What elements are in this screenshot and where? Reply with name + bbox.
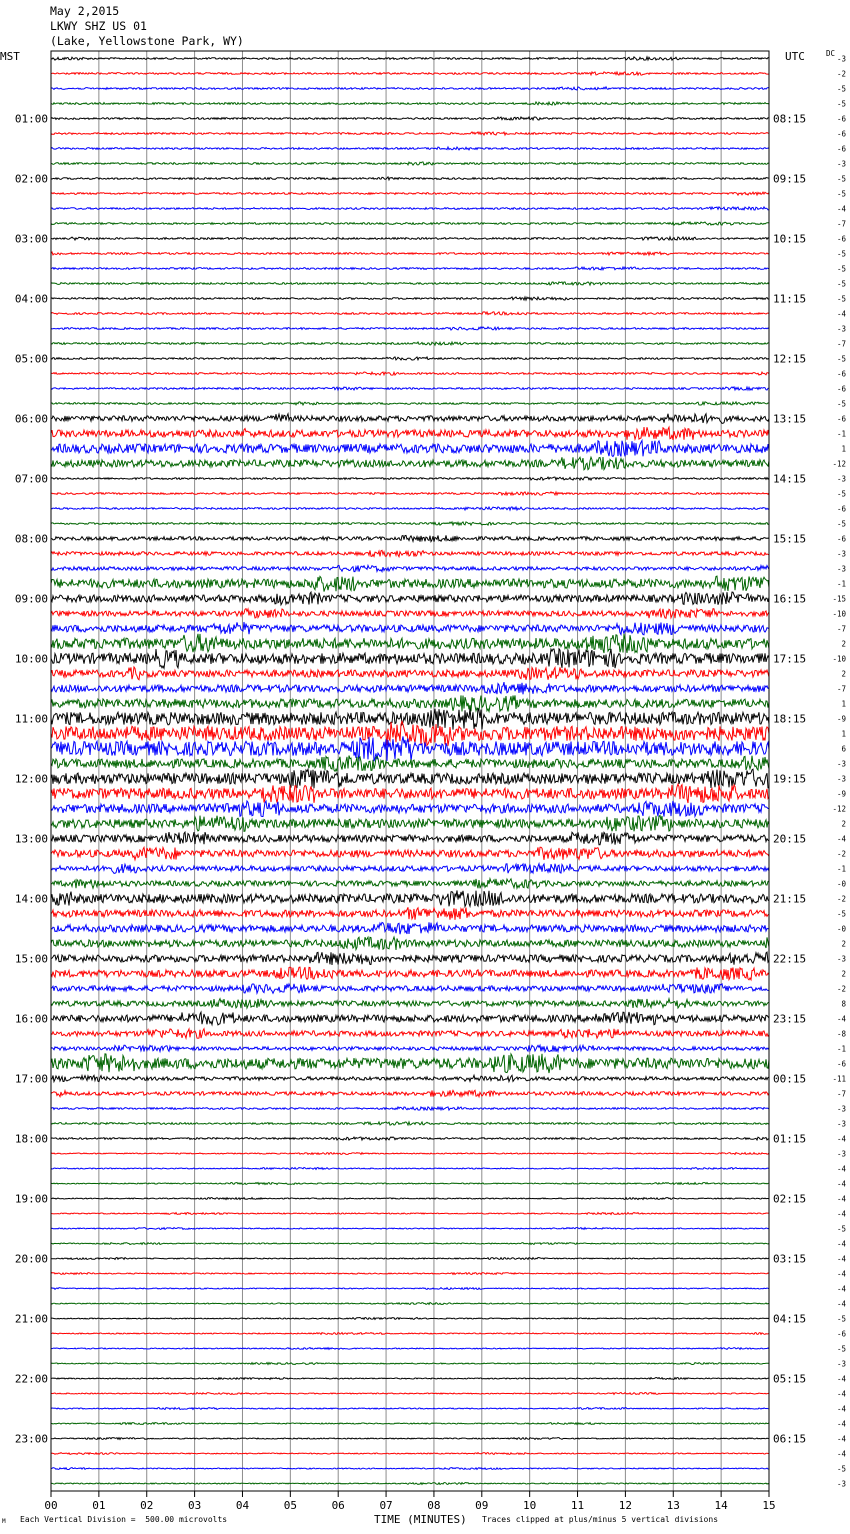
- seismic-trace: [51, 477, 769, 480]
- utc-hour-label: 11:15: [773, 292, 807, 306]
- dc-offset-label: 1: [841, 444, 846, 454]
- location-label: (Lake, Yellowstone Park, WY): [50, 34, 244, 48]
- mst-hour-label: 18:00: [14, 1132, 48, 1146]
- mst-hour-label: 21:00: [14, 1312, 48, 1326]
- seismic-trace: [51, 1408, 769, 1410]
- dc-offset-label: 2: [841, 819, 846, 829]
- seismic-trace: [51, 1183, 769, 1185]
- utc-hour-label: 16:15: [773, 592, 807, 606]
- seismic-trace: [51, 565, 769, 571]
- mst-hour-label: 19:00: [14, 1192, 48, 1206]
- dc-offset-label: -6: [836, 534, 846, 544]
- dc-offset-label: -3: [836, 774, 846, 784]
- dc-offset-label: -10: [832, 609, 846, 619]
- mst-hour-label: 09:00: [14, 592, 48, 606]
- dc-offset-label: -7: [836, 684, 846, 694]
- seismic-trace: [51, 708, 769, 730]
- utc-hour-label: 00:15: [773, 1072, 807, 1086]
- dc-header-label: DC: [826, 49, 836, 58]
- mst-hour-label: 08:00: [14, 532, 48, 546]
- seismic-trace: [51, 847, 769, 860]
- dc-offset-label: -3: [836, 1104, 846, 1114]
- seismic-trace: [51, 1029, 769, 1039]
- dc-offset-label: -6: [836, 129, 846, 139]
- seismic-trace: [51, 864, 769, 874]
- utc-hour-label: 23:15: [773, 1012, 807, 1026]
- x-tick-label: 01: [92, 1499, 106, 1512]
- seismic-trace: [51, 667, 769, 680]
- seismic-trace: [51, 57, 769, 60]
- dc-offset-label: -8: [836, 1029, 846, 1039]
- x-tick-label: 03: [187, 1499, 202, 1512]
- seismic-trace: [51, 87, 769, 90]
- x-axis-title: TIME (MINUTES): [374, 1513, 467, 1526]
- dc-offset-label: -5: [836, 1224, 846, 1234]
- dc-offset-label: -5: [836, 174, 846, 184]
- x-tick-label: 04: [235, 1499, 250, 1512]
- seismic-trace: [51, 252, 769, 255]
- seismic-trace: [51, 1243, 769, 1245]
- date-label: May 2,2015: [50, 4, 120, 18]
- dc-offset-label: -5: [836, 399, 846, 409]
- dc-offset-label: -9: [836, 714, 846, 724]
- seismic-trace: [51, 1168, 769, 1170]
- dc-offset-label: -4: [836, 204, 846, 214]
- dc-offset-label: -5: [836, 264, 846, 274]
- x-tick-label: 07: [379, 1499, 393, 1512]
- seismic-trace: [51, 1318, 769, 1320]
- x-tick-label: 05: [283, 1499, 297, 1512]
- utc-hour-label: 09:15: [773, 172, 807, 186]
- seismic-trace: [51, 952, 769, 965]
- seismic-trace: [51, 576, 769, 592]
- x-tick-label: 02: [140, 1499, 154, 1512]
- seismic-trace: [51, 1198, 769, 1200]
- mst-hour-label: 22:00: [14, 1372, 48, 1386]
- dc-offset-label: -5: [836, 84, 846, 94]
- dc-offset-label: -7: [836, 219, 846, 229]
- seismic-trace: [51, 1273, 769, 1275]
- seismic-trace: [51, 147, 769, 150]
- utc-hour-label: 20:15: [773, 832, 807, 846]
- dc-offset-label: -12: [832, 804, 846, 814]
- mst-hour-label: 17:00: [14, 1072, 48, 1086]
- dc-offset-label: -3: [836, 1149, 846, 1159]
- seismic-trace: [51, 649, 769, 668]
- x-tick-label: 00: [44, 1499, 58, 1512]
- utc-hour-label: 15:15: [773, 532, 807, 546]
- seismic-trace: [51, 102, 769, 105]
- dc-offset-label: -6: [836, 144, 846, 154]
- dc-offset-label: -12: [832, 459, 846, 469]
- seismic-trace: [51, 1045, 769, 1051]
- dc-offset-label: -4: [836, 1284, 846, 1294]
- utc-hour-label: 06:15: [773, 1432, 807, 1446]
- dc-offset-label: -4: [836, 1449, 846, 1459]
- seismic-trace: [51, 907, 769, 920]
- dc-offset-label: -4: [836, 1239, 846, 1249]
- dc-offset-label: -3: [836, 564, 846, 574]
- plot-frame: [51, 51, 769, 1491]
- mst-hour-label: 16:00: [14, 1012, 48, 1026]
- seismic-trace: [51, 890, 769, 906]
- seismic-trace: [51, 342, 769, 345]
- dc-offset-label: -4: [836, 1419, 846, 1429]
- seismic-trace: [51, 801, 769, 817]
- seismic-trace: [51, 609, 769, 619]
- x-tick-label: 11: [570, 1499, 585, 1512]
- utc-hour-label: 18:15: [773, 712, 807, 726]
- seismic-trace: [51, 1468, 769, 1470]
- dc-offset-label: -5: [836, 1344, 846, 1354]
- dc-offset-label: -5: [836, 1314, 846, 1324]
- utc-hour-label: 13:15: [773, 412, 807, 426]
- seismic-trace: [51, 507, 769, 510]
- dc-offset-label: -4: [836, 1014, 846, 1024]
- seismic-trace: [51, 535, 769, 541]
- seismic-trace: [51, 1107, 769, 1110]
- dc-offset-label: -6: [836, 114, 846, 124]
- dc-offset-label: -4: [836, 309, 846, 319]
- dc-offset-label: 2: [841, 669, 846, 679]
- seismic-trace: [51, 427, 769, 440]
- seismic-trace: [51, 117, 769, 120]
- dc-offset-label: -7: [836, 624, 846, 634]
- seismic-trace: [51, 1378, 769, 1380]
- seismic-trace: [51, 372, 769, 375]
- dc-offset-label: -6: [836, 1059, 846, 1069]
- dc-offset-label: -5: [836, 279, 846, 289]
- dc-offset-label: -2: [836, 984, 846, 994]
- dc-offset-label: -4: [836, 1164, 846, 1174]
- dc-offset-label: -2: [836, 894, 846, 904]
- mst-hour-label: 13:00: [14, 832, 48, 846]
- dc-offset-label: -5: [836, 489, 846, 499]
- dc-offset-label: 1: [841, 729, 846, 739]
- seismic-trace: [51, 550, 769, 556]
- mst-hour-label: 11:00: [14, 712, 48, 726]
- seismic-trace: [51, 492, 769, 495]
- dc-offset-label: -5: [836, 1464, 846, 1474]
- dc-offset-label: -4: [836, 1269, 846, 1279]
- seismic-trace: [51, 192, 769, 195]
- seismic-trace: [51, 1075, 769, 1081]
- dc-offset-label: -11: [832, 1074, 846, 1084]
- seismic-trace: [51, 937, 769, 950]
- dc-offset-label: -3: [836, 1479, 846, 1489]
- mst-hour-label: 14:00: [14, 892, 48, 906]
- seismic-trace: [51, 1363, 769, 1365]
- seismic-trace: [51, 312, 769, 315]
- dc-offset-label: -4: [836, 1434, 846, 1444]
- seismic-trace: [51, 222, 769, 225]
- dc-offset-label: -5: [836, 909, 846, 919]
- seismic-trace: [51, 1348, 769, 1350]
- seismic-trace: [51, 815, 769, 831]
- dc-offset-label: -3: [836, 474, 846, 484]
- seismic-trace: [51, 327, 769, 330]
- x-tick-label: 09: [475, 1499, 489, 1512]
- seismic-trace: [51, 695, 769, 711]
- utc-hour-label: 05:15: [773, 1372, 807, 1386]
- trace-layer: [51, 57, 769, 1485]
- seismic-trace: [51, 1012, 769, 1025]
- seismic-trace: [51, 132, 769, 135]
- dc-offset-label: -4: [836, 1134, 846, 1144]
- dc-offset-label: -3: [836, 54, 846, 64]
- dc-offset-label: -4: [836, 1209, 846, 1219]
- dc-offset-label: -1: [836, 864, 846, 874]
- dc-offset-label: 1: [841, 699, 846, 709]
- seismic-trace: [51, 736, 769, 761]
- dc-offset-label: -0: [836, 879, 846, 889]
- dc-offset-label: 2: [841, 639, 846, 649]
- x-tick-label: 15: [762, 1499, 776, 1512]
- dc-offset-label: -3: [836, 324, 846, 334]
- seismic-trace: [51, 177, 769, 180]
- mst-hour-label: 04:00: [14, 292, 48, 306]
- dc-offset-label: -6: [836, 414, 846, 424]
- seismic-trace: [51, 682, 769, 694]
- seismic-trace: [51, 297, 769, 300]
- seismic-trace: [51, 1258, 769, 1260]
- dc-offset-label: -3: [836, 1119, 846, 1129]
- station-label: LKWY SHZ US 01: [50, 19, 147, 33]
- seismic-trace: [51, 769, 769, 788]
- seismic-trace: [51, 72, 769, 75]
- dc-offset-label: -4: [836, 1194, 846, 1204]
- dc-offset-label: -5: [836, 354, 846, 364]
- dc-offset-label: -4: [836, 1179, 846, 1189]
- seismic-trace: [51, 592, 769, 605]
- seismic-trace: [51, 1122, 769, 1125]
- dc-offset-label: -0: [836, 924, 846, 934]
- seismic-trace: [51, 1213, 769, 1215]
- utc-hour-label: 01:15: [773, 1132, 807, 1146]
- dc-offset-label: -4: [836, 1404, 846, 1414]
- seismic-trace: [51, 1303, 769, 1305]
- dc-offset-label: 2: [841, 969, 846, 979]
- utc-hour-label: 08:15: [773, 112, 807, 126]
- x-tick-label: 13: [666, 1499, 680, 1512]
- dc-offset-label: 6: [841, 744, 846, 754]
- seismic-trace: [51, 237, 769, 240]
- seismic-trace: [51, 922, 769, 934]
- seismic-trace: [51, 457, 769, 470]
- seismic-trace: [51, 1228, 769, 1230]
- seismic-trace: [51, 1483, 769, 1485]
- dc-offset-label: -4: [836, 1254, 846, 1264]
- seismic-trace: [51, 1054, 769, 1073]
- mst-hour-label: 10:00: [14, 652, 48, 666]
- dc-offset-label: -1: [836, 579, 846, 589]
- dc-offset-label: -6: [836, 234, 846, 244]
- seismic-trace: [51, 967, 769, 980]
- dc-offset-label: -4: [836, 1389, 846, 1399]
- dc-offset-label: 2: [841, 939, 846, 949]
- scale-note: Each Vertical Division = 500.00 microvolts: [20, 1515, 228, 1524]
- x-tick-label: 12: [618, 1499, 633, 1512]
- seismic-trace: [51, 441, 769, 457]
- dc-offset-label: -15: [832, 594, 846, 604]
- seismic-trace: [51, 1090, 769, 1096]
- seismic-trace: [51, 414, 769, 424]
- dc-offset-label: -2: [836, 849, 846, 859]
- seismic-trace: [51, 162, 769, 165]
- seismic-trace: [51, 999, 769, 1009]
- dc-offset-label: -3: [836, 954, 846, 964]
- seismic-trace: [51, 207, 769, 210]
- dc-offset-label: -3: [836, 549, 846, 559]
- clip-note: Traces clipped at plus/minus 5 vertical divisions: [482, 1515, 719, 1524]
- seismic-trace: [51, 402, 769, 405]
- utc-hour-label: 17:15: [773, 652, 807, 666]
- dc-offset-label: -4: [836, 1299, 846, 1309]
- x-tick-label: 08: [427, 1499, 441, 1512]
- utc-axis-label: UTC: [785, 50, 805, 63]
- dc-offset-label: -5: [836, 519, 846, 529]
- dc-offset-label: -3: [836, 159, 846, 169]
- dc-offset-label: -10: [832, 654, 846, 664]
- seismic-trace: [51, 282, 769, 285]
- mst-hour-label: 05:00: [14, 352, 48, 366]
- utc-hour-label: 19:15: [773, 772, 807, 786]
- dc-offset-label: -6: [836, 504, 846, 514]
- dc-offset-label: -9: [836, 789, 846, 799]
- dc-offset-label: -1: [836, 1044, 846, 1054]
- dc-offset-label: -5: [836, 99, 846, 109]
- seismic-trace: [51, 1438, 769, 1440]
- mst-hour-label: 06:00: [14, 412, 48, 426]
- corner-mark: M: [2, 1518, 6, 1525]
- dc-offset-label: -2: [836, 69, 846, 79]
- seismic-trace: [51, 1333, 769, 1335]
- mst-hour-label: 07:00: [14, 472, 48, 486]
- dc-offset-label: -4: [836, 834, 846, 844]
- seismic-trace: [51, 634, 769, 653]
- dc-offset-label: -5: [836, 249, 846, 259]
- dc-offset-label: -7: [836, 339, 846, 349]
- seismic-trace: [51, 522, 769, 525]
- mst-hour-label: 20:00: [14, 1252, 48, 1266]
- dc-offset-label: -5: [836, 189, 846, 199]
- utc-hour-label: 21:15: [773, 892, 807, 906]
- seismic-trace: [51, 1423, 769, 1425]
- seismic-trace: [51, 984, 769, 994]
- dc-offset-label: -3: [836, 1359, 846, 1369]
- dc-offset-label: -6: [836, 369, 846, 379]
- mst-hour-label: 02:00: [14, 172, 48, 186]
- utc-hour-label: 10:15: [773, 232, 807, 246]
- utc-hour-label: 12:15: [773, 352, 807, 366]
- utc-hour-label: 22:15: [773, 952, 807, 966]
- seismic-trace: [51, 1153, 769, 1155]
- utc-hour-label: 14:15: [773, 472, 807, 486]
- dc-offset-label: -1: [836, 429, 846, 439]
- x-tick-label: 06: [331, 1499, 345, 1512]
- x-tick-label: 10: [523, 1499, 537, 1512]
- seismic-trace: [51, 357, 769, 360]
- seismic-trace: [51, 784, 769, 803]
- utc-hour-label: 04:15: [773, 1312, 807, 1326]
- utc-hour-label: 02:15: [773, 1192, 807, 1206]
- seismic-trace: [51, 1393, 769, 1395]
- mst-hour-label: 23:00: [14, 1432, 48, 1446]
- mst-hour-label: 12:00: [14, 772, 48, 786]
- dc-offset-label: -3: [836, 759, 846, 769]
- mst-axis-label: MST: [0, 50, 20, 63]
- seismic-trace: [51, 622, 769, 635]
- dc-offset-label: 8: [841, 999, 846, 1009]
- dc-offset-label: -6: [836, 1329, 846, 1339]
- seismic-trace: [51, 832, 769, 845]
- seismic-trace: [51, 1137, 769, 1140]
- seismic-trace: [51, 1288, 769, 1290]
- mst-hour-label: 01:00: [14, 112, 48, 126]
- mst-hour-label: 15:00: [14, 952, 48, 966]
- seismic-trace: [51, 756, 769, 772]
- dc-offset-label: -7: [836, 1089, 846, 1099]
- seismic-trace: [51, 387, 769, 390]
- seismic-trace: [51, 1453, 769, 1455]
- dc-offset-label: -4: [836, 1374, 846, 1384]
- mst-hour-label: 03:00: [14, 232, 48, 246]
- seismic-trace: [51, 267, 769, 270]
- dc-offset-label: -6: [836, 384, 846, 394]
- dc-offset-label: -5: [836, 294, 846, 304]
- seismic-trace: [51, 879, 769, 889]
- utc-hour-label: 03:15: [773, 1252, 807, 1266]
- x-tick-label: 14: [714, 1499, 728, 1512]
